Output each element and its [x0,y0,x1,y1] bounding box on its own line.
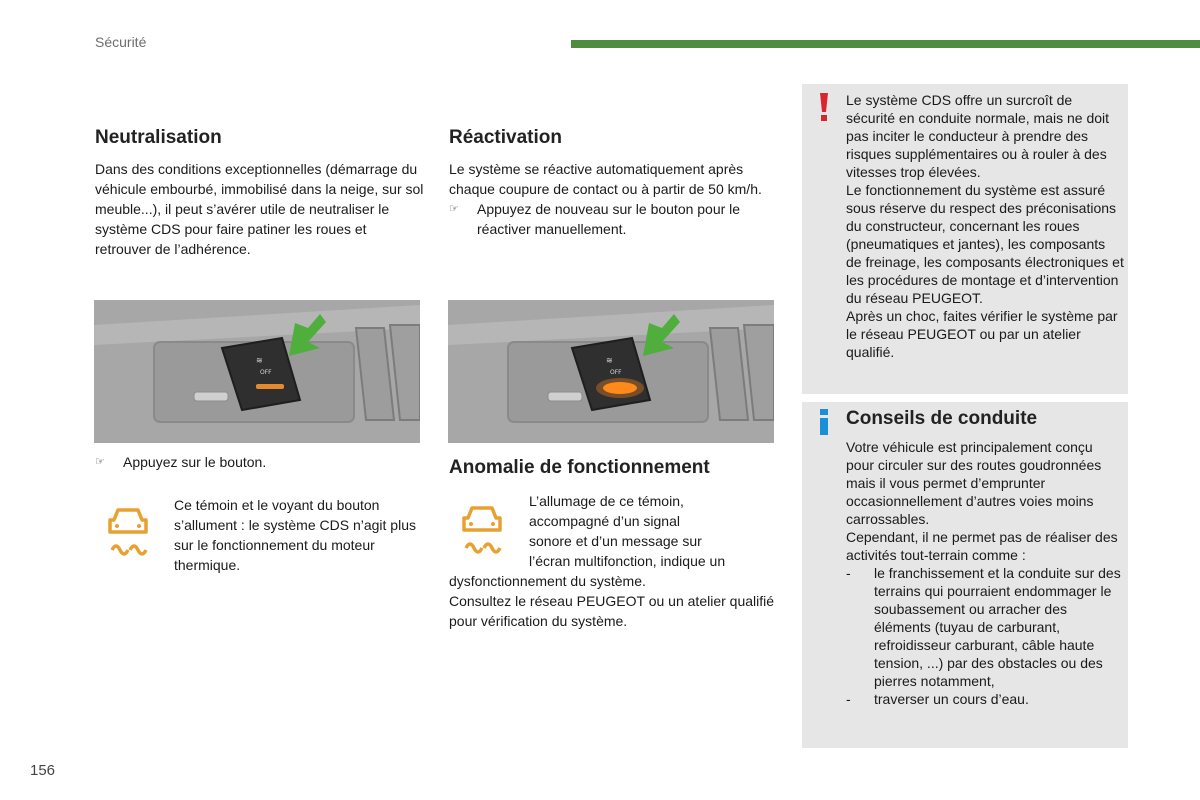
svg-text:OFF: OFF [610,369,622,376]
neutralisation-warning-text: Ce témoin et le voyant du bouton s’allument : le système CDS n’agit plus sur le fonctionnement du moteur thermique. [174,497,416,573]
warning-paragraph: Le fonctionnement du système est assuré sous réserve du respect des préconisations du constructeur, concernant les roues (pneumatiques et jantes), les composants de freinage, les composants électroniques et les procédures de montage et d’intervention du réseau PEUGEOT. [846,182,1124,306]
info-list-item [846,564,1124,690]
neutralisation-title: Neutralisation [95,127,222,148]
pointing-hand-icon: ☞ [449,203,459,215]
neutralisation-step [95,452,425,472]
neutralisation-step-text: Appuyez sur le bouton. [123,454,267,470]
svg-text:≋: ≋ [256,356,263,365]
cds-anomaly-icon [458,504,506,556]
anomalie-line: L’allumage de ce témoin, [529,493,684,509]
anomalie-line: accompagné d’un signal [529,513,680,529]
anomalie-section [449,457,779,479]
info-list-item [846,690,1124,708]
anomalie-text-continued [449,571,779,631]
cds-button-photo-off [94,300,420,443]
anomalie-advice: Consultez le réseau PEUGEOT ou un atelier qualifié pour vérification du système. [449,593,775,629]
neutralisation-section [95,127,425,259]
page-number: 156 [30,762,56,779]
svg-text:≋: ≋ [606,356,613,365]
info-list-item-text: le franchissement et la conduite sur des terrains qui pourraient endommager le soubassement ou arracher des éléments (tuyau de carburant, refroidisseur carburant, câble haute tension, ...) par des obstacles ou des pierres notamment, [874,565,1121,689]
anomalie-line: l’écran multifonction, indique un [529,553,726,569]
info-list-item-text: traverser un cours d’eau. [874,691,1029,707]
reactivation-step-text: Appuyez de nouveau sur le bouton pour le réactiver manuellement. [477,201,741,237]
info-box-content [846,408,1124,708]
anomalie-text-cont: dysfonctionnement du système. [449,573,646,589]
warning-paragraph: Le système CDS offre un surcroît de sécurité en conduite normale, mais ne doit pas inciter le conducteur à prendre des risques supplémentaires ou à rouler à des vitesses trop élevées. [846,92,1110,180]
section-label: Sécurité [95,34,147,50]
warning-paragraph: Après un choc, faites vérifier le système par le réseau PEUGEOT ou par un atelier qualifié. [846,308,1118,360]
pointing-hand-icon: ☞ [95,456,105,468]
reactivation-title: Réactivation [449,127,562,148]
reactivation-step [449,199,779,239]
anomalie-title: Anomalie de fonctionnement [449,457,710,478]
info-box-title: Conseils de conduite [846,408,1038,429]
header-rule [571,40,1200,48]
cds-button-photo-on [448,300,774,443]
info-paragraph: Cependant, il ne permet pas de réaliser des activités tout-terrain comme : [846,529,1118,563]
warning-box-text [846,91,1124,361]
info-paragraph: Votre véhicule est principalement conçu pour circuler sur des routes goudronnées mais il vous permet d’emprunter occasionnellement d’autres voies moins carrossables. [846,439,1102,527]
anomalie-text [529,491,779,571]
exclamation-icon [815,92,833,122]
anomalie-line: sonore et d’un message sur [529,533,702,549]
cds-warning-icon [104,506,152,558]
svg-text:OFF: OFF [260,369,272,376]
dash-marker: - [846,565,851,581]
info-icon [817,408,831,436]
reactivation-body: Le système se réactive automatiquement après chaque coupure de contact ou à partir de 50 km/h. [449,161,762,197]
reactivation-section [449,127,779,239]
neutralisation-body: Dans des conditions exceptionnelles (démarrage du véhicule embourbé, immobilisé dans la neige, sur sol meuble...), il peut s’avérer utile de neutraliser le système CDS pour faire patiner les roues et retrouver de l’adhérence. [95,161,424,257]
dash-marker: - [846,691,851,707]
